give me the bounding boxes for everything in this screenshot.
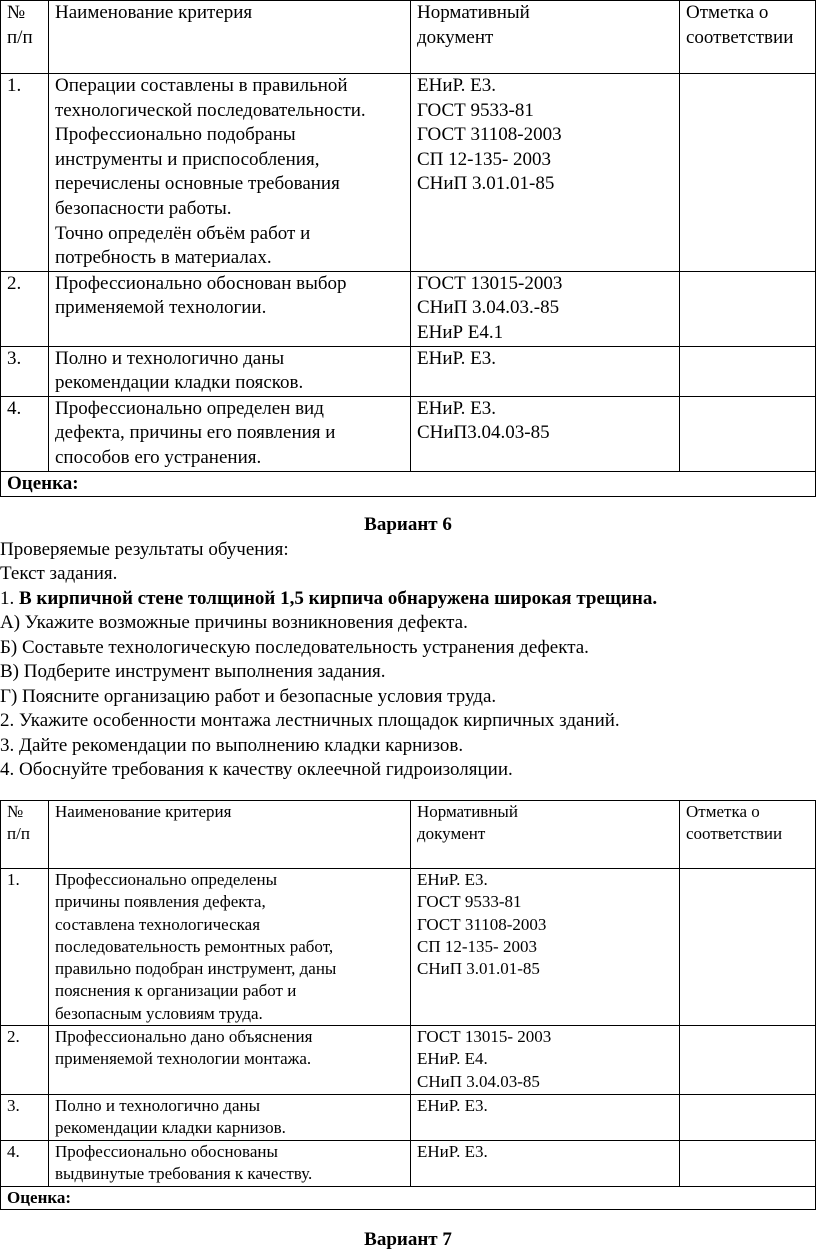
task-line-a: А) Укажите возможные причины возникновения дефекта. [0,612,468,633]
row-mark[interactable] [680,396,816,471]
header-num: № п/п [1,801,49,869]
row-document: ЕНиР. Е3. ГОСТ 9533-81 ГОСТ 31108-2003 СП 12-135- 2003 СНиП 3.01.01-85 [411,869,680,1026]
variant-6-title: Вариант 6 [364,514,452,535]
row-num: 3. [1,1095,49,1141]
score-row [1,1186,816,1209]
row-mark[interactable] [680,346,816,396]
row-mark[interactable] [680,74,816,272]
row-criterion: Полно и технологично даны рекомендации кладки поясков. [49,346,411,396]
row-document: ЕНиР. Е3. ГОСТ 9533-81 ГОСТ 31108-2003 СП 12-135- 2003 СНиП 3.01.01-85 [411,74,680,272]
table-row [1,346,816,396]
row-criterion: Профессионально дано объяснения применяемой технологии монтажа. [49,1026,411,1095]
row-document: ЕНиР. Е3. [411,1095,680,1141]
header-doc: Нормативный документ [411,801,680,869]
table-row [1,869,816,1026]
task-2: 2. Укажите особенности монтажа лестничных площадок кирпичных зданий. [0,710,620,731]
table-row [1,1095,816,1141]
row-mark[interactable] [680,1095,816,1141]
header-num: № п/п [1,1,49,74]
row-document: ГОСТ 13015- 2003 ЕНиР. Е4. СНиП 3.04.03-85 [411,1026,680,1095]
row-num: 1. [1,74,49,272]
row-num: 3. [1,346,49,396]
table-row [1,74,816,272]
task-line-b: Б) Составьте технологическую последовательность устранения дефекта. [0,637,589,658]
criteria-table-2 [0,800,816,1210]
row-criterion: Полно и технологично даны рекомендации кладки карнизов. [49,1095,411,1141]
table-header-row [1,801,816,869]
row-mark[interactable] [680,271,816,346]
row-num: 4. [1,396,49,471]
score-row [1,471,816,497]
score-label: Оценка: [1,1186,816,1209]
table-row [1,271,816,346]
criteria-table-1 [0,0,816,497]
results-line: Проверяемые результаты обучения: [0,539,289,560]
header-doc: Нормативный документ [411,1,680,74]
row-num: 1. [1,869,49,1026]
table-row [1,1140,816,1186]
task-1 [0,587,657,612]
table-row [1,396,816,471]
row-document: ГОСТ 13015-2003 СНиП 3.04.03.-85 ЕНиР Е4.1 [411,271,680,346]
header-name: Наименование критерия [49,1,411,74]
row-document: ЕНиР. Е3. [411,346,680,396]
row-document: ЕНиР. Е3. СНиП3.04.03-85 [411,396,680,471]
row-document: ЕНиР. Е3. [411,1140,680,1186]
row-criterion: Профессионально определены причины появления дефекта, составлена технологическая последовательность ремонтных работ, правильно подобран инструмент, даны пояснения к организации работ и безопасным условиям труда. [49,869,411,1026]
row-mark[interactable] [680,1140,816,1186]
header-name: Наименование критерия [49,801,411,869]
header-mark: Отметка о соответствии [680,801,816,869]
table-row [1,1026,816,1095]
table-header-row [1,1,816,74]
task-1-text: В кирпичной стене толщиной 1,5 кирпича обнаружена широкая трещина. [19,588,658,609]
task-line-d: Г) Поясните организацию работ и безопасные условия труда. [0,686,497,707]
task-4: 4. Обоснуйте требования к качеству оклеечной гидроизоляции. [0,759,513,780]
task-3: 3. Дайте рекомендации по выполнению кладки карнизов. [0,735,464,756]
row-criterion: Операции составлены в правильной технологической последовательности. Профессионально подобраны инструменты и приспособления, перечислены основные требования безопасности работы. Точно определён объём работ и потребность в материалах. [49,74,411,272]
task-line: Текст задания. [0,563,118,584]
task-line-c: В) Подберите инструмент выполнения задания. [0,661,386,682]
row-num: 2. [1,271,49,346]
row-criterion: Профессионально обоснован выбор применяемой технологии. [49,271,411,346]
row-mark[interactable] [680,869,816,1026]
row-num: 4. [1,1140,49,1186]
row-mark[interactable] [680,1026,816,1095]
variant-7-title: Вариант 7 [364,1229,452,1250]
score-label: Оценка: [1,471,816,497]
row-criterion: Профессионально обоснованы выдвинутые требования к качеству. [49,1140,411,1186]
row-criterion: Профессионально определен вид дефекта, причины его появления и способов его устранения. [49,396,411,471]
header-mark: Отметка о соответствии [680,1,816,74]
row-num: 2. [1,1026,49,1095]
task-1-number: 1. [0,588,19,609]
